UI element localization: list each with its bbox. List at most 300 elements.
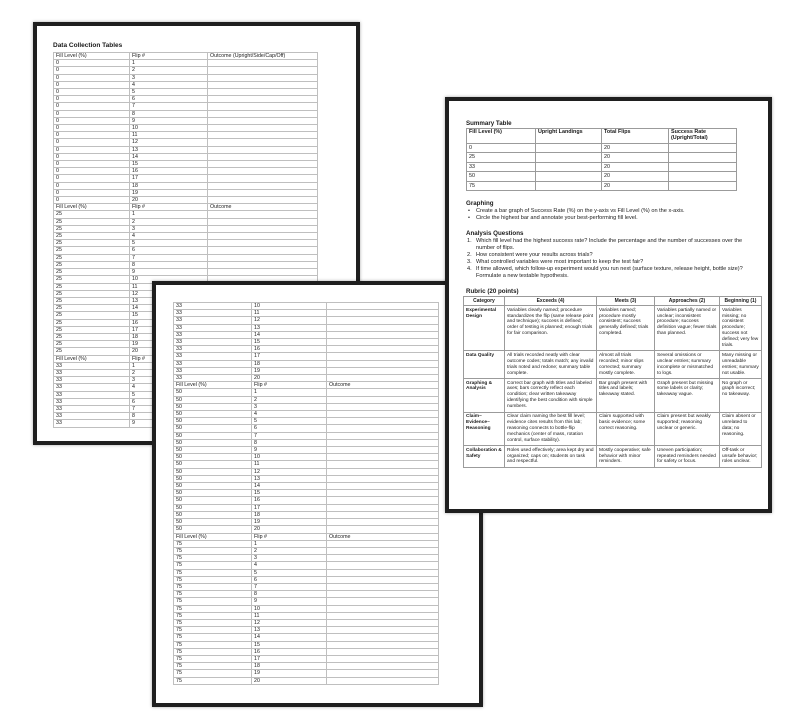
summary-table-title: Summary Table [466,120,512,127]
flip-number-cell: 13 [130,297,208,304]
flip-number-cell: 9 [130,269,208,276]
graphing-instruction: • Create a bar graph of Success Rate (%) on the y-axis vs Fill Level (%) on the x-axis. [466,208,755,215]
flip-number-cell: 18 [252,511,327,518]
summary-row [467,172,737,182]
trial-row [174,670,439,677]
fill-level-cell: 25 [54,312,130,319]
outcome-cell [327,490,439,497]
fill-level-cell: 0 [54,81,130,88]
flip-number-cell: 6 [130,247,208,254]
fill-level-cell: 33 [174,339,252,346]
rubric-approaches-cell: Variables partially named or unclear; inconsistent procedure; success definition vague; fewer trials than planned. [655,306,720,351]
flip-number-cell: 5 [252,569,327,576]
summary-header-cell: Upright Landings [536,129,602,144]
outcome-cell [208,240,318,247]
flip-number-cell: 8 [252,439,327,446]
fill-level-cell: 33 [174,353,252,360]
flip-number-cell: 20 [130,197,208,204]
flip-number-cell: 14 [252,331,327,338]
outcome-cell [208,60,318,67]
trial-row [174,339,439,346]
trial-row [174,648,439,655]
fill-level-cell: 0 [467,143,536,153]
flip-number-cell: 1 [130,211,208,218]
fill-level-cell: 0 [54,103,130,110]
fill-level-cell: 50 [174,519,252,526]
flip-number-cell: 13 [252,324,327,331]
trial-row [54,74,318,81]
outcome-cell [208,247,318,254]
fill-level-cell: 33 [54,391,130,398]
flip-number-cell: 4 [130,233,208,240]
rubric-row [464,412,762,446]
flip-number-cell: 13 [252,475,327,482]
analysis-question: Which fill level had the highest success rate? Include the percentage and the number of successes over the number of flips. [476,238,743,252]
outcome-cell [327,411,439,418]
flip-number-cell: 9 [130,420,208,427]
flip-number-cell: 6 [252,425,327,432]
total-flips-cell: 20 [602,162,669,172]
flip-number-cell: 10 [130,276,208,283]
outcome-cell [327,526,439,533]
trial-row [174,641,439,648]
trial-row [174,411,439,418]
flip-number-cell: 1 [252,389,327,396]
flip-number-cell: 5 [252,418,327,425]
fill-level-cell: 33 [54,405,130,412]
success-rate-cell [669,143,737,153]
trial-row [54,67,318,74]
outcome-cell [327,569,439,576]
fill-level-cell: 0 [54,125,130,132]
trial-row [174,497,439,504]
flip-number-cell: 8 [130,261,208,268]
flip-number-cell: 11 [252,461,327,468]
trial-row [54,60,318,67]
column-header-cell: Fill Level (%) [174,533,252,540]
rubric-title: Rubric (20 points) [466,288,519,296]
outcome-cell [327,317,439,324]
fill-level-cell: 50 [174,454,252,461]
fill-level-cell: 33 [54,413,130,420]
upright-landings-cell [536,181,602,191]
column-header-cell: Fill Level (%) [54,204,130,211]
outcome-cell [327,360,439,367]
fill-level-cell: 50 [174,447,252,454]
trial-row [174,663,439,670]
flip-number-cell: 14 [252,634,327,641]
page3-content [449,101,768,468]
trial-row [54,81,318,88]
flip-number-cell: 8 [252,591,327,598]
rubric-header-cell: Exceeds (4) [505,297,597,306]
fill-level-cell: 75 [174,670,252,677]
flip-number-cell: 3 [252,555,327,562]
fill-level-cell: 25 [54,326,130,333]
flip-number-cell: 2 [252,396,327,403]
column-header-cell: Fill Level (%) [54,355,130,362]
trial-row [54,117,318,124]
flip-number-cell: 10 [130,125,208,132]
trial-row [174,303,439,310]
trial-row [174,353,439,360]
outcome-cell [327,511,439,518]
trial-row [174,468,439,475]
fill-level-cell: 75 [174,562,252,569]
outcome-cell [208,139,318,146]
fill-level-cell: 25 [54,240,130,247]
fill-level-cell: 75 [174,677,252,684]
outcome-cell [208,261,318,268]
flip-number-cell: 17 [130,175,208,182]
outcome-cell [327,483,439,490]
summary-row [467,181,737,191]
rubric-approaches-cell: Graph present but missing some labels or clarity; takeaway vague. [655,379,720,413]
fill-level-cell: 25 [54,319,130,326]
analysis-questions-list [466,238,755,280]
flip-number-cell: 14 [130,305,208,312]
rubric-row [464,379,762,413]
flip-number-cell: 19 [252,670,327,677]
trial-row [54,211,318,218]
trial-row [174,346,439,353]
upright-landings-cell [536,172,602,182]
trial-row [174,324,439,331]
trial-row [174,655,439,662]
trial-row [174,619,439,626]
flip-number-cell: 6 [252,576,327,583]
fill-level-cell: 50 [174,468,252,475]
fill-level-cell: 50 [174,511,252,518]
outcome-cell [327,655,439,662]
flip-number-cell: 17 [252,655,327,662]
rubric-header-cell: Approaches (2) [655,297,720,306]
fill-level-cell: 0 [54,74,130,81]
trial-row [54,139,318,146]
graphing-instruction: • Circle the highest bar and annotate your best-performing fill level. [466,215,755,222]
column-header-cell: Flip # [252,533,327,540]
outcome-cell [327,418,439,425]
flip-number-cell: 11 [130,283,208,290]
total-flips-cell: 20 [602,181,669,191]
rubric-row [464,306,762,351]
flip-number-cell: 12 [252,468,327,475]
trial-row [174,454,439,461]
rubric-exceeds-cell: Clear claim naming the best fill level; evidence cites results from this lab; reasoning connects to bottle-flip mechanics (center of mass, rotation control, surface stability). [505,412,597,446]
outcome-cell [208,81,318,88]
trial-row [174,461,439,468]
fill-level-cell: 25 [54,218,130,225]
fill-level-cell: 50 [174,504,252,511]
flip-number-cell: 11 [252,612,327,619]
flip-number-cell: 16 [130,319,208,326]
flip-number-cell: 14 [130,153,208,160]
flip-number-cell: 11 [130,132,208,139]
fill-level-cell: 0 [54,182,130,189]
fill-level-cell: 25 [54,297,130,304]
fill-level-cell: 0 [54,146,130,153]
outcome-cell [327,612,439,619]
fill-level-cell: 33 [54,398,130,405]
outcome-cell [208,168,318,175]
fill-level-cell: 50 [174,483,252,490]
column-header-cell: Outcome [327,382,439,389]
outcome-cell [327,663,439,670]
trial-row [174,439,439,446]
outcome-cell [327,634,439,641]
trial-row [174,447,439,454]
outcome-cell [208,103,318,110]
outcome-cell [208,254,318,261]
column-header-cell: Flip # [130,204,208,211]
flip-number-cell: 15 [130,161,208,168]
fill-level-cell: 50 [174,418,252,425]
rubric-beginning-cell: Claim absent or unrelated to data; no reasoning. [720,412,762,446]
fill-level-cell: 0 [54,168,130,175]
fill-level-cell: 0 [54,132,130,139]
rubric-category-cell: Graphing & Analysis [464,379,505,413]
fill-level-cell: 75 [174,598,252,605]
flip-number-cell: 18 [252,663,327,670]
summary-row [467,162,737,172]
fill-level-cell: 75 [174,655,252,662]
outcome-cell [327,555,439,562]
fill-level-cell: 33 [467,162,536,172]
outcome-cell [208,110,318,117]
fill-level-cell: 25 [54,211,130,218]
flip-number-cell: 7 [130,103,208,110]
success-rate-cell [669,153,737,163]
fill-level-cell: 50 [174,432,252,439]
trial-row [54,146,318,153]
flip-number-cell: 17 [252,353,327,360]
rubric-category-cell: Collaboration & Safety [464,446,505,468]
upright-landings-cell [536,162,602,172]
fill-level-cell: 33 [174,310,252,317]
outcome-cell [327,403,439,410]
outcome-cell [208,125,318,132]
fill-level-cell: 75 [174,569,252,576]
trial-row [174,418,439,425]
fill-level-cell: 25 [54,305,130,312]
fill-level-cell: 75 [174,583,252,590]
summary-row [467,143,737,153]
page-summary-rubric [445,97,772,513]
fill-level-cell: 0 [54,60,130,67]
fill-level-cell: 33 [174,324,252,331]
trial-row [54,247,318,254]
analysis-questions-title: Analysis Questions [466,230,524,238]
graphing-title: Graphing [466,200,494,208]
outcome-cell [327,439,439,446]
outcome-cell [327,591,439,598]
flip-number-cell: 18 [252,360,327,367]
fill-level-cell: 33 [54,420,130,427]
rubric-beginning-cell: No graph or graph incorrect; no takeaway. [720,379,762,413]
outcome-cell [327,627,439,634]
fill-level-cell: 0 [54,153,130,160]
outcome-cell [327,425,439,432]
fill-level-cell: 0 [54,175,130,182]
trial-row [174,396,439,403]
fill-level-cell: 25 [54,233,130,240]
flip-number-cell: 4 [252,411,327,418]
outcome-cell [327,353,439,360]
flip-number-cell: 3 [130,377,208,384]
trial-row [174,562,439,569]
fill-level-cell: 75 [174,540,252,547]
trial-row [54,240,318,247]
outcome-cell [327,540,439,547]
page2-content [156,285,479,685]
rubric-exceeds-cell: Correct bar graph with titles and labeled axes; bars correctly reflect each condition; clear written takeaway identifying the best condition with simple numbers. [505,379,597,413]
trial-row [174,511,439,518]
analysis-question: If time allowed, which follow-up experiment would you run next (surface texture, release height, bottle size)? Formulate a new testable hypothesis. [476,266,743,280]
trial-row [54,269,318,276]
flip-number-cell: 7 [252,583,327,590]
fill-level-cell: 0 [54,96,130,103]
trial-row [54,233,318,240]
flip-number-cell: 18 [130,333,208,340]
outcome-cell [327,331,439,338]
outcome-cell [208,153,318,160]
fill-level-cell: 0 [54,89,130,96]
outcome-cell [327,303,439,310]
trial-row [174,360,439,367]
rubric-meets-cell: Almost all trials recorded; minor slips corrected; summary mostly complete. [597,351,655,379]
trial-row [54,254,318,261]
outcome-cell [327,346,439,353]
summary-header-row [467,129,737,144]
outcome-cell [208,89,318,96]
trial-row [54,125,318,132]
fill-level-cell: 33 [174,360,252,367]
rubric-meets-cell: Claim supported with basic evidence; some correct reasoning. [597,412,655,446]
rubric-row [464,446,762,468]
rubric-beginning-cell: Off-task or unsafe behavior; roles unclear. [720,446,762,468]
trial-row [174,403,439,410]
outcome-cell [208,218,318,225]
trial-row [54,175,318,182]
trial-row [54,225,318,232]
flip-number-cell: 8 [130,110,208,117]
trial-row [54,161,318,168]
column-header-cell: Outcome [327,533,439,540]
flip-number-cell: 20 [130,348,208,355]
fill-level-cell: 50 [174,403,252,410]
total-flips-cell: 20 [602,153,669,163]
outcome-cell [327,576,439,583]
fill-level-cell: 0 [54,161,130,168]
fill-level-cell: 75 [174,612,252,619]
flip-number-cell: 20 [252,677,327,684]
rubric-row [464,351,762,379]
flip-number-cell: 9 [130,117,208,124]
trial-row [174,310,439,317]
fill-level-cell: 33 [174,317,252,324]
success-rate-cell [669,172,737,182]
fill-level-cell: 0 [54,67,130,74]
flip-number-cell: 14 [252,483,327,490]
outcome-cell [327,497,439,504]
fill-level-cell: 75 [174,634,252,641]
column-header-row [54,204,318,211]
fill-level-cell: 75 [174,547,252,554]
outcome-cell [208,132,318,139]
trial-row [174,375,439,382]
fill-level-cell: 75 [174,555,252,562]
rubric-beginning-cell: Variables missing; no consistent procedure; success not defined; very few trials. [720,306,762,351]
flip-number-cell: 6 [130,96,208,103]
flip-number-cell: 13 [130,146,208,153]
analysis-question: How consistent were your results across trials? [476,252,593,259]
flip-number-cell: 12 [252,317,327,324]
flip-number-cell: 7 [130,254,208,261]
summary-row [467,153,737,163]
flip-number-cell: 16 [252,497,327,504]
trial-row [54,153,318,160]
outcome-cell [208,96,318,103]
fill-level-cell: 50 [174,490,252,497]
flip-number-cell: 3 [130,74,208,81]
rubric-table [463,296,762,468]
flip-number-cell: 3 [130,225,208,232]
fill-level-cell: 50 [174,411,252,418]
fill-level-cell: 0 [54,117,130,124]
outcome-cell [327,396,439,403]
flip-number-cell: 1 [130,60,208,67]
outcome-cell [327,547,439,554]
flip-number-cell: 7 [130,405,208,412]
summary-table [466,128,737,191]
trial-row [54,96,318,103]
upright-landings-cell [536,153,602,163]
flip-number-cell: 4 [130,81,208,88]
flip-number-cell: 5 [130,240,208,247]
rubric-category-cell: Claim–Evidence–Reasoning [464,412,505,446]
fill-level-cell: 33 [174,346,252,353]
fill-level-cell: 25 [54,283,130,290]
fill-level-cell: 75 [174,627,252,634]
fill-level-cell: 75 [467,181,536,191]
fill-level-cell: 75 [174,576,252,583]
outcome-cell [327,310,439,317]
trial-row [54,168,318,175]
fill-level-cell: 75 [174,641,252,648]
flip-number-cell: 11 [252,310,327,317]
trial-row [174,389,439,396]
trial-row [174,519,439,526]
outcome-cell [208,175,318,182]
fill-level-cell: 25 [467,153,536,163]
outcome-cell [208,161,318,168]
trial-row [174,504,439,511]
trial-row [54,182,318,189]
fill-level-cell: 25 [54,254,130,261]
flip-number-cell: 16 [252,648,327,655]
outcome-cell [327,324,439,331]
outcome-cell [208,74,318,81]
flip-number-cell: 6 [130,398,208,405]
flip-number-cell: 20 [252,375,327,382]
outcome-cell [327,339,439,346]
flip-number-cell: 4 [130,384,208,391]
flip-number-cell: 2 [130,218,208,225]
rubric-meets-cell: Bar graph present with titles and labels; takeaway stated. [597,379,655,413]
fill-level-cell: 50 [174,396,252,403]
flip-number-cell: 19 [130,341,208,348]
outcome-cell [208,225,318,232]
